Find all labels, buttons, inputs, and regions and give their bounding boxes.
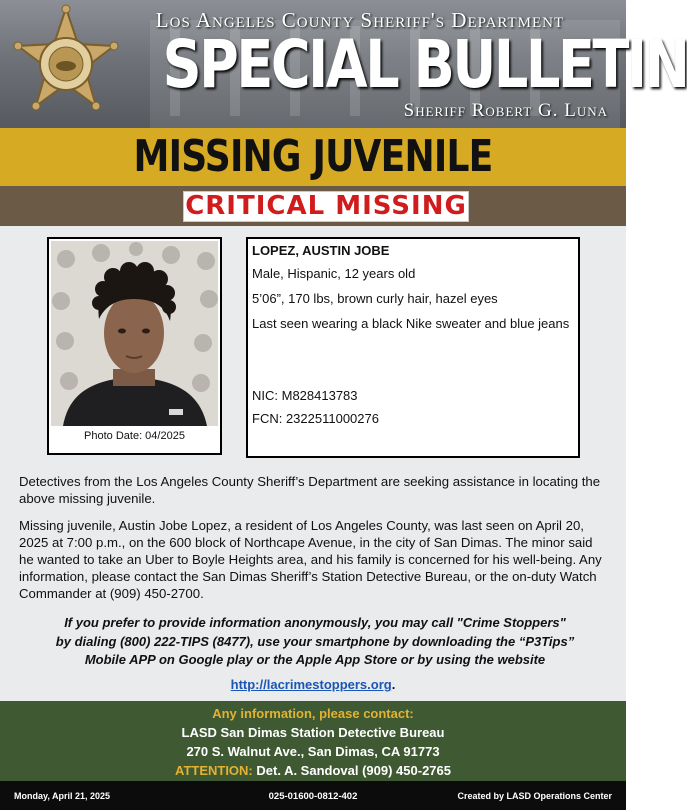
contact-heading: Any information, please contact: — [212, 706, 414, 721]
subject-fcn-number: FCN: 2322511000276 — [252, 411, 379, 426]
subject-sex-race-age: Male, Hispanic, 12 years old — [252, 266, 416, 281]
anonymous-tip-line: by dialing (800) 222-TIPS (8477), use your smartphone by downloading the “P3Tips” — [55, 633, 575, 649]
subject-physical-description: 5’06”, 170 lbs, brown curly hair, hazel eyes — [252, 291, 498, 306]
subject-nic-number: NIC: M828413783 — [252, 388, 358, 403]
footer-date: Monday, April 21, 2025 — [14, 791, 111, 801]
contact-attention — [0, 761, 626, 780]
department-name: Los Angeles County Sheriff's Department — [155, 8, 565, 32]
link-period: . — [391, 677, 396, 692]
missing-juvenile-heading: MISSING JUVENILE — [133, 131, 493, 182]
attention-detective: Det. A. Sandoval (909) 450-2765 — [252, 763, 451, 778]
anonymous-tip-line: Mobile APP on Google play or the Apple App Store or by using the website — [84, 652, 546, 667]
photo-date-caption: Photo Date: 04/2025 — [84, 430, 185, 442]
contact-address: 270 S. Walnut Ave., San Dimas, CA 91773 — [186, 744, 440, 759]
contact-station: LASD San Dimas Station Detective Bureau — [181, 725, 445, 740]
subject-name: LOPEZ, AUSTIN JOBE — [252, 243, 390, 258]
header-banner — [0, 0, 687, 128]
attention-label: ATTENTION: — [175, 763, 253, 778]
critical-missing-label: CRITICAL MISSING — [185, 191, 467, 221]
footer-bulletin-code: 025-01600-0812-402 — [268, 791, 358, 802]
sheriff-name: Sheriff Robert G. Luna — [403, 100, 608, 121]
details-paragraph: Missing juvenile, Austin Jobe Lopez, a resident of Los Angeles County, was last seen on April 20, 2025 at 7:00 p.m., on the 600 block of Northcape Avenue, in the city of San Dimas. The minor said he wanted to take an Uber to Boyle Heights area, and his family is concerned for his well-being. Any information, please contact the San Dimas Sheriff’s Station Detective Bureau, or the on-duty Watch Commander at (909) 450-2700. — [19, 518, 602, 601]
footer-credit: Created by LASD Operations Center — [457, 791, 612, 801]
anonymous-tip-line: If you prefer to provide information anonymously, you may call "Crime Stoppers" — [64, 615, 566, 630]
special-bulletin-title: SPECIAL BULLETIN — [162, 26, 687, 103]
anonymous-tip-block — [20, 614, 610, 670]
crime-stoppers-link[interactable]: http://lacrimestoppers.org — [230, 677, 392, 692]
crime-stoppers-link-row — [0, 677, 626, 692]
sheriff-star-badge-icon — [14, 6, 118, 124]
subject-photo — [51, 241, 218, 426]
intro-paragraph: Detectives from the Los Angeles County Sheriff’s Department are seeking assistance in locating the above missing juvenile. — [19, 474, 601, 506]
subject-clothing: Last seen wearing a black Nike sweater and blue jeans — [252, 316, 570, 331]
